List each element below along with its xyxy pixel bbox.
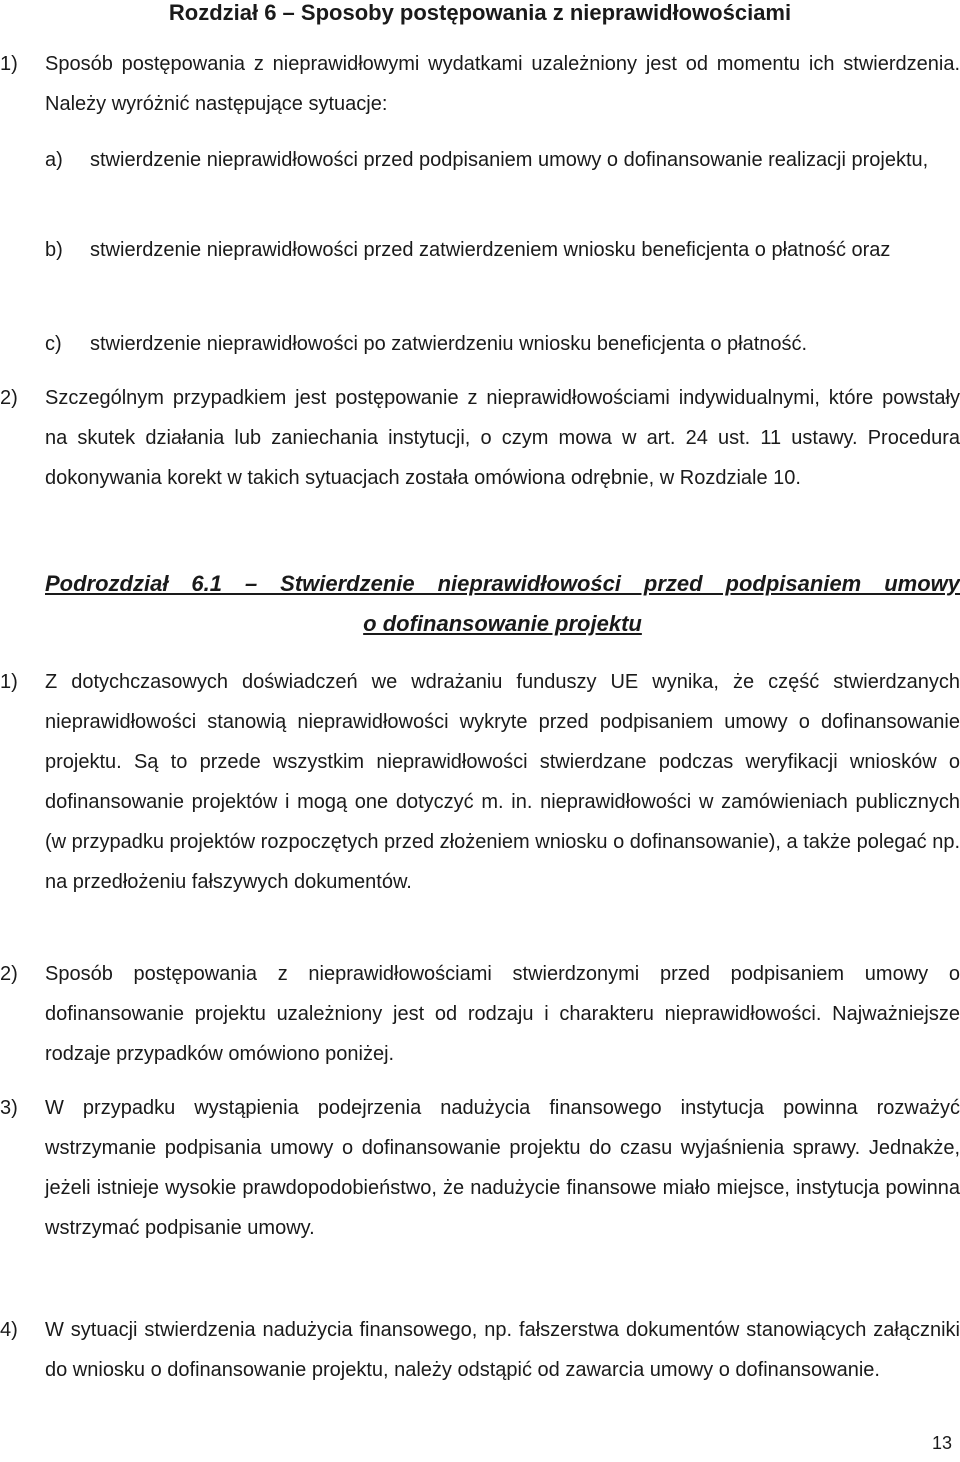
list-item	[0, 1310, 960, 1390]
item-number: 3)	[0, 1097, 18, 1119]
sub-list-item	[45, 230, 960, 270]
item-text: W sytuacji stwierdzenia nadużycia finansowego, np. fałszerstwa dokumentów stanowiących załączniki do wniosku o dofinansowanie projektu, należy odstąpić od zawarcia umowy o dofinansowanie.	[45, 1319, 960, 1381]
sub-item-letter: b)	[45, 239, 63, 261]
item-number: 4)	[0, 1319, 18, 1341]
item-text: Sposób postępowania z nieprawidłowościami stwierdzonymi przed podpisaniem umowy o dofinansowanie projektu uzależniony jest od rodzaju i charakteru nieprawidłowości. Najważniejsze rodzaje przypadków omówiono poniżej.	[45, 963, 960, 1065]
chapter-title: Rozdział 6 – Sposoby postępowania z nieprawidłowościami	[168, 0, 792, 25]
sub-list-item	[45, 140, 960, 180]
subchapter-title-line1: Podrozdział 6.1 – Stwierdzenie nieprawidłowości przed podpisaniem umowy	[45, 571, 960, 596]
list-item	[0, 1088, 960, 1248]
subchapter-title-line2: o dofinansowanie projektu	[363, 611, 642, 636]
sub-item-letter: c)	[45, 333, 62, 355]
list-item	[0, 378, 960, 498]
item-text: Szczególnym przypadkiem jest postępowanie z nieprawidłowościami indywidualnymi, które powstały na skutek działania lub zaniechania instytucji, o czym mowa w art. 24 ust. 11 ustawy. Procedura dokonywania korekt w takich sytuacjach została omówiona odrębnie, w Rozdziale 10.	[45, 387, 960, 489]
item-number: 2)	[0, 387, 18, 409]
sub-item-text: stwierdzenie nieprawidłowości przed zatwierdzeniem wniosku beneficjenta o płatność oraz	[90, 239, 891, 261]
sub-item-letter: a)	[45, 149, 63, 171]
sub-list-item	[45, 324, 960, 364]
item-number: 1)	[0, 53, 18, 75]
item-number: 1)	[0, 671, 18, 693]
list-item	[0, 662, 960, 902]
item-text: Sposób postępowania z nieprawidłowymi wydatkami uzależniony jest od momentu ich stwierdzenia. Należy wyróżnić następujące sytuacje:	[45, 53, 960, 115]
item-number: 2)	[0, 963, 18, 985]
item-text: Z dotychczasowych doświadczeń we wdrażaniu funduszy UE wynika, że część stwierdzanych nieprawidłowości stanowią nieprawidłowości wykryte przed podpisaniem umowy o dofinansowanie projektu. Są to przede wszystkim nieprawidłowości stwierdzane podczas weryfikacji wniosków o dofinansowanie projektów i mogą one dotyczyć m. in. nieprawidłowości w zamówieniach publicznych (w przypadku projektów rozpoczętych przed złożeniem wniosku o dofinansowanie), a także polegać np. na przedłożeniu fałszywych dokumentów.	[45, 671, 960, 893]
item-text: W przypadku wystąpienia podejrzenia nadużycia finansowego instytucja powinna rozważyć wstrzymanie podpisania umowy o dofinansowanie projektu do czasu wyjaśnienia sprawy. Jednakże, jeżeli istnieje wysokie prawdopodobieństwo, że nadużycie finansowe miało miejsce, instytucja powinna wstrzymać podpisanie umowy.	[45, 1097, 960, 1239]
list-item	[0, 44, 960, 124]
subchapter-title	[0, 564, 960, 644]
sub-item-text: stwierdzenie nieprawidłowości po zatwierdzeniu wniosku beneficjenta o płatność.	[90, 333, 808, 355]
list-item	[0, 954, 960, 1074]
sub-item-text: stwierdzenie nieprawidłowości przed podpisaniem umowy o dofinansowanie realizacji projektu,	[90, 149, 929, 171]
page-number: 13	[931, 1433, 952, 1453]
